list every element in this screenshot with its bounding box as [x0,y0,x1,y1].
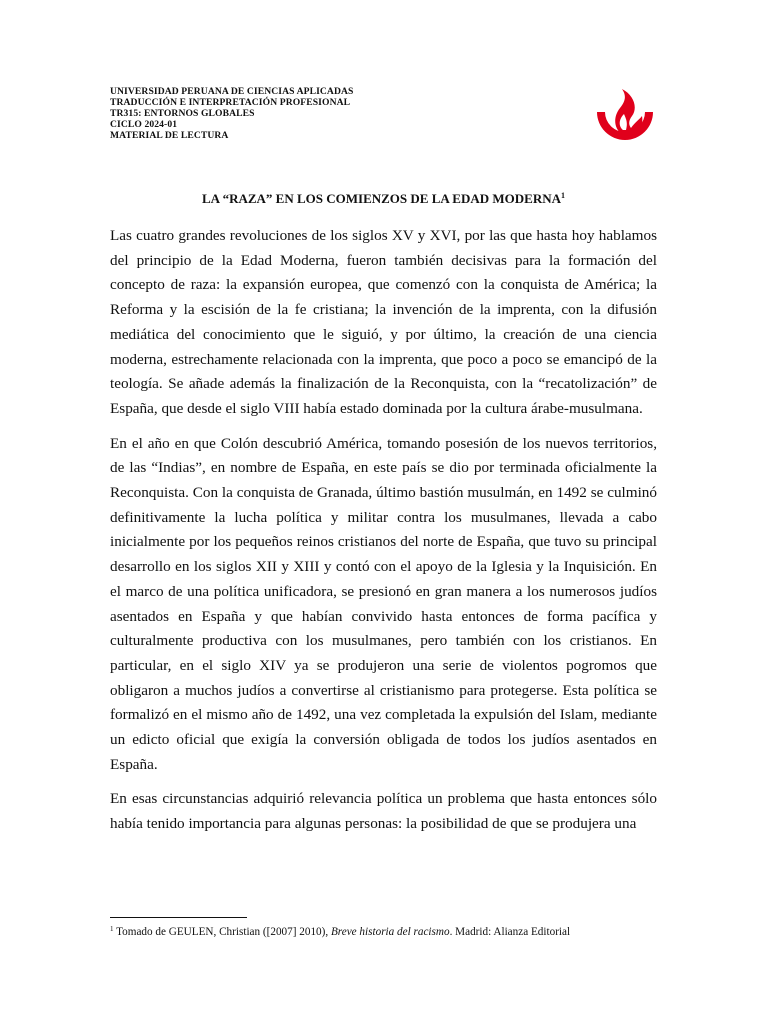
header-course: TR315: ENTORNOS GLOBALES [110,108,255,119]
footnote-citation-end: . Madrid: Alianza Editorial [449,926,571,938]
header-cycle: CICLO 2024-01 [110,119,178,130]
header-program: TRADUCCIÓN E INTERPRETACIÓN PROFESIONAL [110,97,351,108]
upc-flame-logo [590,86,660,146]
title-footnote-mark: 1 [561,191,565,200]
header-university: UNIVERSIDAD PERUANA DE CIENCIAS APLICADAS [110,86,354,97]
footnote-mark: 1 [110,925,114,933]
footnote-book-title: Breve historia del racismo [330,926,450,938]
title-text: LA “RAZA” EN LOS COMIENZOS DE LA EDAD MODERNA [202,191,561,206]
paragraph-2: En el año en que Colón descubrió América, tomando posesión de los nuevos territorios, de las “Indias”, en nombre de España, en este país se dio por terminada oficialmente la Reconquista. Con la conquista de Granada, último bastión musulmán, en 1492 se culminó definitivamente la lucha política y militar contra los musulmanes, llevada a cabo inicialmente por los pequeños reinos cristianos del norte de España, que tuvo su principal desarrollo en los siglos XII y XIII y contó con el apoyo de la Iglesia y la Inquisición. En el marco de una política unificadora, se presionó en gran manera a los numerosos judíos asentados en España y que habían convivido hasta entonces de forma pacífica y culturalmente productiva con los musulmanes, pero también con los cristianos. En particular, en el siglo XIV ya se produjeron una serie de violentos pogromos que obligaron a muchos judíos a convertirse al cristianismo para protegerse. Esta política se formalizó en el mismo año de 1492, una vez completada la expulsión del Islam, mediante un edicto oficial que exigía la conversión obligada de todos los judíos asentados en España. [110,434,657,773]
footnote [110,922,670,939]
document-title [110,191,657,207]
footnote-citation-start: Tomado de GEULEN, Christian ([2007] 2010), [116,926,331,938]
header-material: MATERIAL DE LECTURA [110,130,229,141]
footnote-separator [110,917,247,918]
document-body [110,224,657,847]
course-header [110,86,353,141]
paragraph-3: En esas circunstancias adquirió relevancia política un problema que hasta entonces sólo había tenido importancia para algunas personas: la posibilidad de que se produjera una [110,790,657,833]
paragraph-1: Las cuatro grandes revoluciones de los siglos XV y XVI, por las que hasta hoy hablamos del principio de la Edad Moderna, fueron también decisivas para la formación del concepto de raza: la expansión europea, que comenzó con la conquista de América; la Reforma y la escisión de la fe cristiana; la invención de la imprenta, con la difusión mediática del conocimiento que le siguió, y por último, la creación de una ciencia moderna, estrechamente relacionada con la imprenta, que poco a poco se emancipó de la teología. Se añade además la finalización de la Reconquista, con la “recatolización” de España, que desde el siglo VIII había estado dominada por la cultura árabe-musulmana. [110,227,657,417]
